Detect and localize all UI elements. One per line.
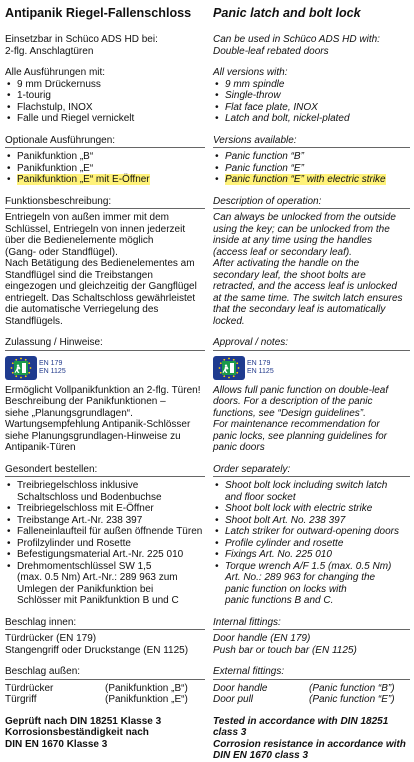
list-item: • 9 mm Drückernuss: [5, 79, 205, 91]
function-text-line: Entriegeln von außen immer mit dem: [5, 212, 169, 223]
function-text-line: (Gang- oder Standflügel).: [5, 246, 118, 258]
norm-en179: EN 179: [247, 359, 271, 367]
list-item-text: Panikfunktion „E“ mit E-Öffner: [17, 174, 150, 185]
function-text-line: secondary leaf, the shoot bolts are: [213, 269, 366, 281]
approval-text-line: functions, see “Design guidelines”.: [213, 407, 366, 419]
list-item: [5, 538, 205, 550]
approval-text-line: siehe „Planungsgrundlagen“.: [5, 407, 133, 419]
list-item: • Latch and bolt, nickel-plated: [213, 113, 410, 125]
function-text-line: über die Bedienelemente möglich: [5, 235, 154, 246]
list-item: [213, 480, 410, 503]
list-item-line: • Shoot bolt Art. No. 238 397: [225, 514, 346, 526]
page-title: Panic latch and bolt lock: [213, 6, 361, 20]
order-label: Gesondert bestellen:: [5, 464, 205, 478]
outside-fitting-row: [5, 683, 205, 695]
approval-text-line: panic doors: [213, 442, 265, 453]
intro-line: Einsetzbar in Schüco ADS HD bei:: [5, 34, 158, 45]
spacer: [5, 656, 205, 666]
list-item: [213, 538, 410, 550]
spacer: [213, 327, 410, 337]
order-list: [213, 480, 410, 607]
approval-text-line: Beschreibung der Panikfunktionen –: [5, 396, 166, 407]
function-text-line: Schlüssel, Entriegeln von innen jederzeit: [5, 223, 186, 235]
list-item-line: • Torque wrench A/F 1.5 (max. 0.5 Nm): [225, 560, 392, 572]
list-item: [5, 526, 205, 538]
all-versions-label: Alle Ausführungen mit:: [5, 67, 106, 78]
spacer: [213, 706, 410, 716]
outside-fitting-row: [5, 694, 205, 706]
list-item-line: Schlösser mit Panikfunktion B und C: [17, 595, 179, 606]
function-text-line: entriegelt. Das Schaltschloss gewährleistet: [5, 292, 196, 304]
inside-fittings-label: Internal fittings:: [213, 617, 410, 631]
list-item-line: Schaltschloss und Bodenbuchse: [17, 491, 162, 503]
function-text-line: that the secondary leaf is automatically: [213, 304, 386, 315]
function-text-line: Standflügel sind die Treibstangen: [5, 269, 153, 281]
function-text-line: using the key; can be unlocked from the: [213, 223, 390, 235]
function-text-line: (access leaf or secondary leaf).: [213, 246, 352, 258]
approval-text-line: Ermöglicht Vollpanikfunktion an 2-flg. Türen!: [5, 384, 201, 396]
tested-line: Tested in accordance with DIN 18251 class 3: [213, 715, 389, 738]
outside-fitting-row: [213, 694, 410, 706]
approval-text-line: panic locks, see planning guidelines for: [213, 430, 387, 442]
outside-fittings-label: External fittings:: [213, 666, 410, 680]
list-item-line: • Drehmomentschlüssel SW 1,5: [17, 560, 152, 572]
norm-en1125: EN 1125: [247, 367, 274, 375]
approval-label: Approval / notes:: [213, 337, 410, 351]
list-item-line: • Treibriegelschloss mit E-Öffner: [17, 503, 154, 514]
list-item-line: Umlegen der Panikfunktion bei: [17, 583, 154, 595]
tested-line: Corrosion resistance in accordance with: [213, 738, 406, 750]
intro-line: 2-flg. Anschlagtüren: [5, 45, 94, 57]
list-item-line: panic functions B and C.: [225, 595, 334, 606]
order-list: [5, 480, 205, 607]
inside-fitting-line: Türdrücker (EN 179): [5, 633, 97, 644]
optional-label: Versions available:: [213, 135, 410, 149]
inside-fitting-line: Door handle (EN 179): [213, 633, 311, 644]
tested-block: [5, 716, 205, 751]
english-column: [213, 0, 410, 762]
function-label: Funktionsbeschreibung:: [5, 196, 205, 210]
list-item-text: Panikfunktion „E“: [17, 162, 94, 174]
approval-text-line: doors. For a description of the panic: [213, 396, 373, 407]
spacer: [5, 706, 205, 716]
intro-line: Double-leaf rebated doors: [213, 45, 329, 57]
tested-line: Geprüft nach DIN 18251 Klasse 3: [5, 715, 162, 727]
function-text-line: Can always be unlocked from the outside: [213, 212, 396, 223]
approval-text-line: siehe Planungsgrundlagen-Hinweise zu: [5, 430, 181, 442]
tested-block: [213, 716, 410, 762]
spacer: [5, 454, 205, 464]
list-item-text: Panic function “E” with electric strike: [225, 174, 386, 185]
list-item: [5, 163, 205, 175]
list-item: • Flat face plate, INOX: [213, 102, 410, 114]
norms-label: [247, 360, 274, 376]
list-item-text: Panic function “B”: [225, 151, 304, 162]
fitting-function: (Panic function “E”): [309, 694, 395, 705]
approval-logo: [5, 356, 205, 380]
optional-label: Optionale Ausführungen:: [5, 135, 205, 149]
list-item: [5, 151, 205, 163]
function-text-line: at the same time. The switch latch ensures: [213, 292, 403, 304]
german-column: [5, 0, 205, 750]
list-item-line: • Treibriegelschloss inklusive: [17, 480, 139, 491]
outside-fitting-row: [213, 683, 410, 695]
norm-en179: EN 179: [39, 359, 63, 367]
function-text-line: inside at any time using the handles: [213, 235, 372, 246]
list-item: [5, 515, 205, 527]
list-item: [213, 526, 410, 538]
list-item: [213, 561, 410, 607]
spacer: [213, 656, 410, 666]
function-text-line: Standflügels.: [5, 315, 63, 327]
fitting-function: (Panikfunktion „E“): [105, 694, 188, 705]
approval-text-line: For maintenance recommendation for: [213, 419, 380, 430]
list-item-line: • Latch striker for outward-opening doors: [225, 526, 399, 537]
list-item-text: Panic function “E”: [225, 162, 304, 174]
fitting-name: Türdrücker: [5, 682, 54, 694]
tested-line: DIN EN 1670 Klasse 3: [5, 738, 108, 750]
spacer: [5, 607, 205, 617]
intro-line: Can be used in Schüco ADS HD with:: [213, 34, 380, 45]
approval-label: Zulassung / Hinweise:: [5, 337, 205, 351]
list-item: [213, 174, 410, 186]
page-title: Antipanik Riegel-Fallenschloss: [5, 6, 192, 20]
spacer: [213, 186, 410, 196]
list-item: [5, 480, 205, 503]
tested-line: Korrosionsbeständigkeit nach: [5, 727, 149, 738]
fitting-function: (Panikfunktion „B“): [105, 682, 188, 694]
spacer: [5, 125, 205, 135]
list-item-line: • Treibstange Art.-Nr. 238 397: [17, 514, 143, 526]
list-item-line: • Shoot bolt lock including switch latch: [225, 480, 388, 491]
function-text-line: retracted, and the access leaf is unlocked: [213, 281, 397, 292]
inside-fitting-line: Stangengriff oder Druckstange (EN 1125): [5, 644, 189, 656]
list-item: [5, 503, 205, 515]
list-item-text: Panikfunktion „B“: [17, 151, 94, 162]
list-item-line: Art. No.: 289 963 for changing the: [225, 572, 376, 583]
function-text-line: die automatische Verriegelung des: [5, 304, 159, 315]
function-text-line: Nach Betätigung des Bedienelementes am: [5, 258, 195, 269]
inside-fittings-label: Beschlag innen:: [5, 617, 205, 631]
function-label: Description of operation:: [213, 196, 410, 210]
function-text-line: After activating the handle on the: [213, 258, 360, 269]
list-item-line: • Fixings Art. No. 225 010: [225, 549, 332, 560]
all-versions-list: [5, 79, 205, 125]
function-text-line: eingezogen und gleichzeitig der Gangflügel: [5, 281, 197, 292]
all-versions-label: All versions with:: [213, 67, 288, 78]
function-text-line: locked.: [213, 315, 245, 327]
norm-en1125: EN 1125: [39, 367, 66, 375]
list-item: • 1-tourig: [5, 90, 205, 102]
spacer: [5, 186, 205, 196]
list-item: [213, 515, 410, 527]
approval-text-line: Antipanik-Türen: [5, 442, 76, 453]
list-item-line: • Profile cylinder and rosette: [225, 537, 344, 549]
list-item: [213, 163, 410, 175]
list-item: [213, 549, 410, 561]
spacer: [5, 57, 205, 67]
approval-text-line: Allows full panic function on double-leaf: [213, 384, 389, 396]
list-item: [5, 561, 205, 607]
optional-list: [5, 151, 205, 186]
all-versions-list: [213, 79, 410, 125]
list-item-line: • Shoot bolt lock with electric strike: [225, 503, 373, 514]
list-item: • Single-throw: [213, 90, 410, 102]
fitting-function: (Panic function “B”): [309, 682, 395, 694]
list-item-line: • Befestigungsmaterial Art.-Nr. 225 010: [17, 549, 184, 560]
list-item-line: panic function on locks with: [225, 583, 347, 595]
list-item: [213, 503, 410, 515]
list-item: [5, 174, 205, 186]
inside-fitting-line: Push bar or touch bar (EN 1125): [213, 644, 357, 656]
optional-list: [213, 151, 410, 186]
tested-line: DIN EN 1670 class 3: [213, 750, 309, 761]
list-item: • 9 mm spindle: [213, 79, 410, 91]
list-item-line: • Profilzylinder und Rosette: [17, 537, 131, 549]
spacer: [213, 454, 410, 464]
spacer: [5, 327, 205, 337]
list-item: [5, 549, 205, 561]
list-item: • Falle und Riegel vernickelt: [5, 113, 205, 125]
emergency-exit-eu-icon: [213, 356, 245, 380]
approval-logo: [213, 356, 410, 380]
emergency-exit-eu-icon: [5, 356, 37, 380]
list-item-line: (max. 0.5 Nm) Art.-Nr.: 289 963 zum: [17, 572, 178, 583]
list-item-line: and floor socket: [225, 491, 296, 503]
fitting-name: Door handle: [213, 682, 268, 694]
outside-fittings-label: Beschlag außen:: [5, 666, 205, 680]
list-item-line: • Falleneinlaufteil für außen öffnende Türen: [17, 526, 203, 537]
order-label: Order separately:: [213, 464, 410, 478]
fitting-name: Türgriff: [5, 694, 37, 705]
spacer: [213, 607, 410, 617]
approval-text-line: Wartungsempfehlung Antipanik-Schlösser: [5, 419, 191, 430]
fitting-name: Door pull: [213, 694, 254, 705]
norms-label: [39, 360, 66, 376]
spacer: [213, 125, 410, 135]
list-item: • Flachstulp, INOX: [5, 102, 205, 114]
list-item: [213, 151, 410, 163]
spacer: [213, 57, 410, 67]
